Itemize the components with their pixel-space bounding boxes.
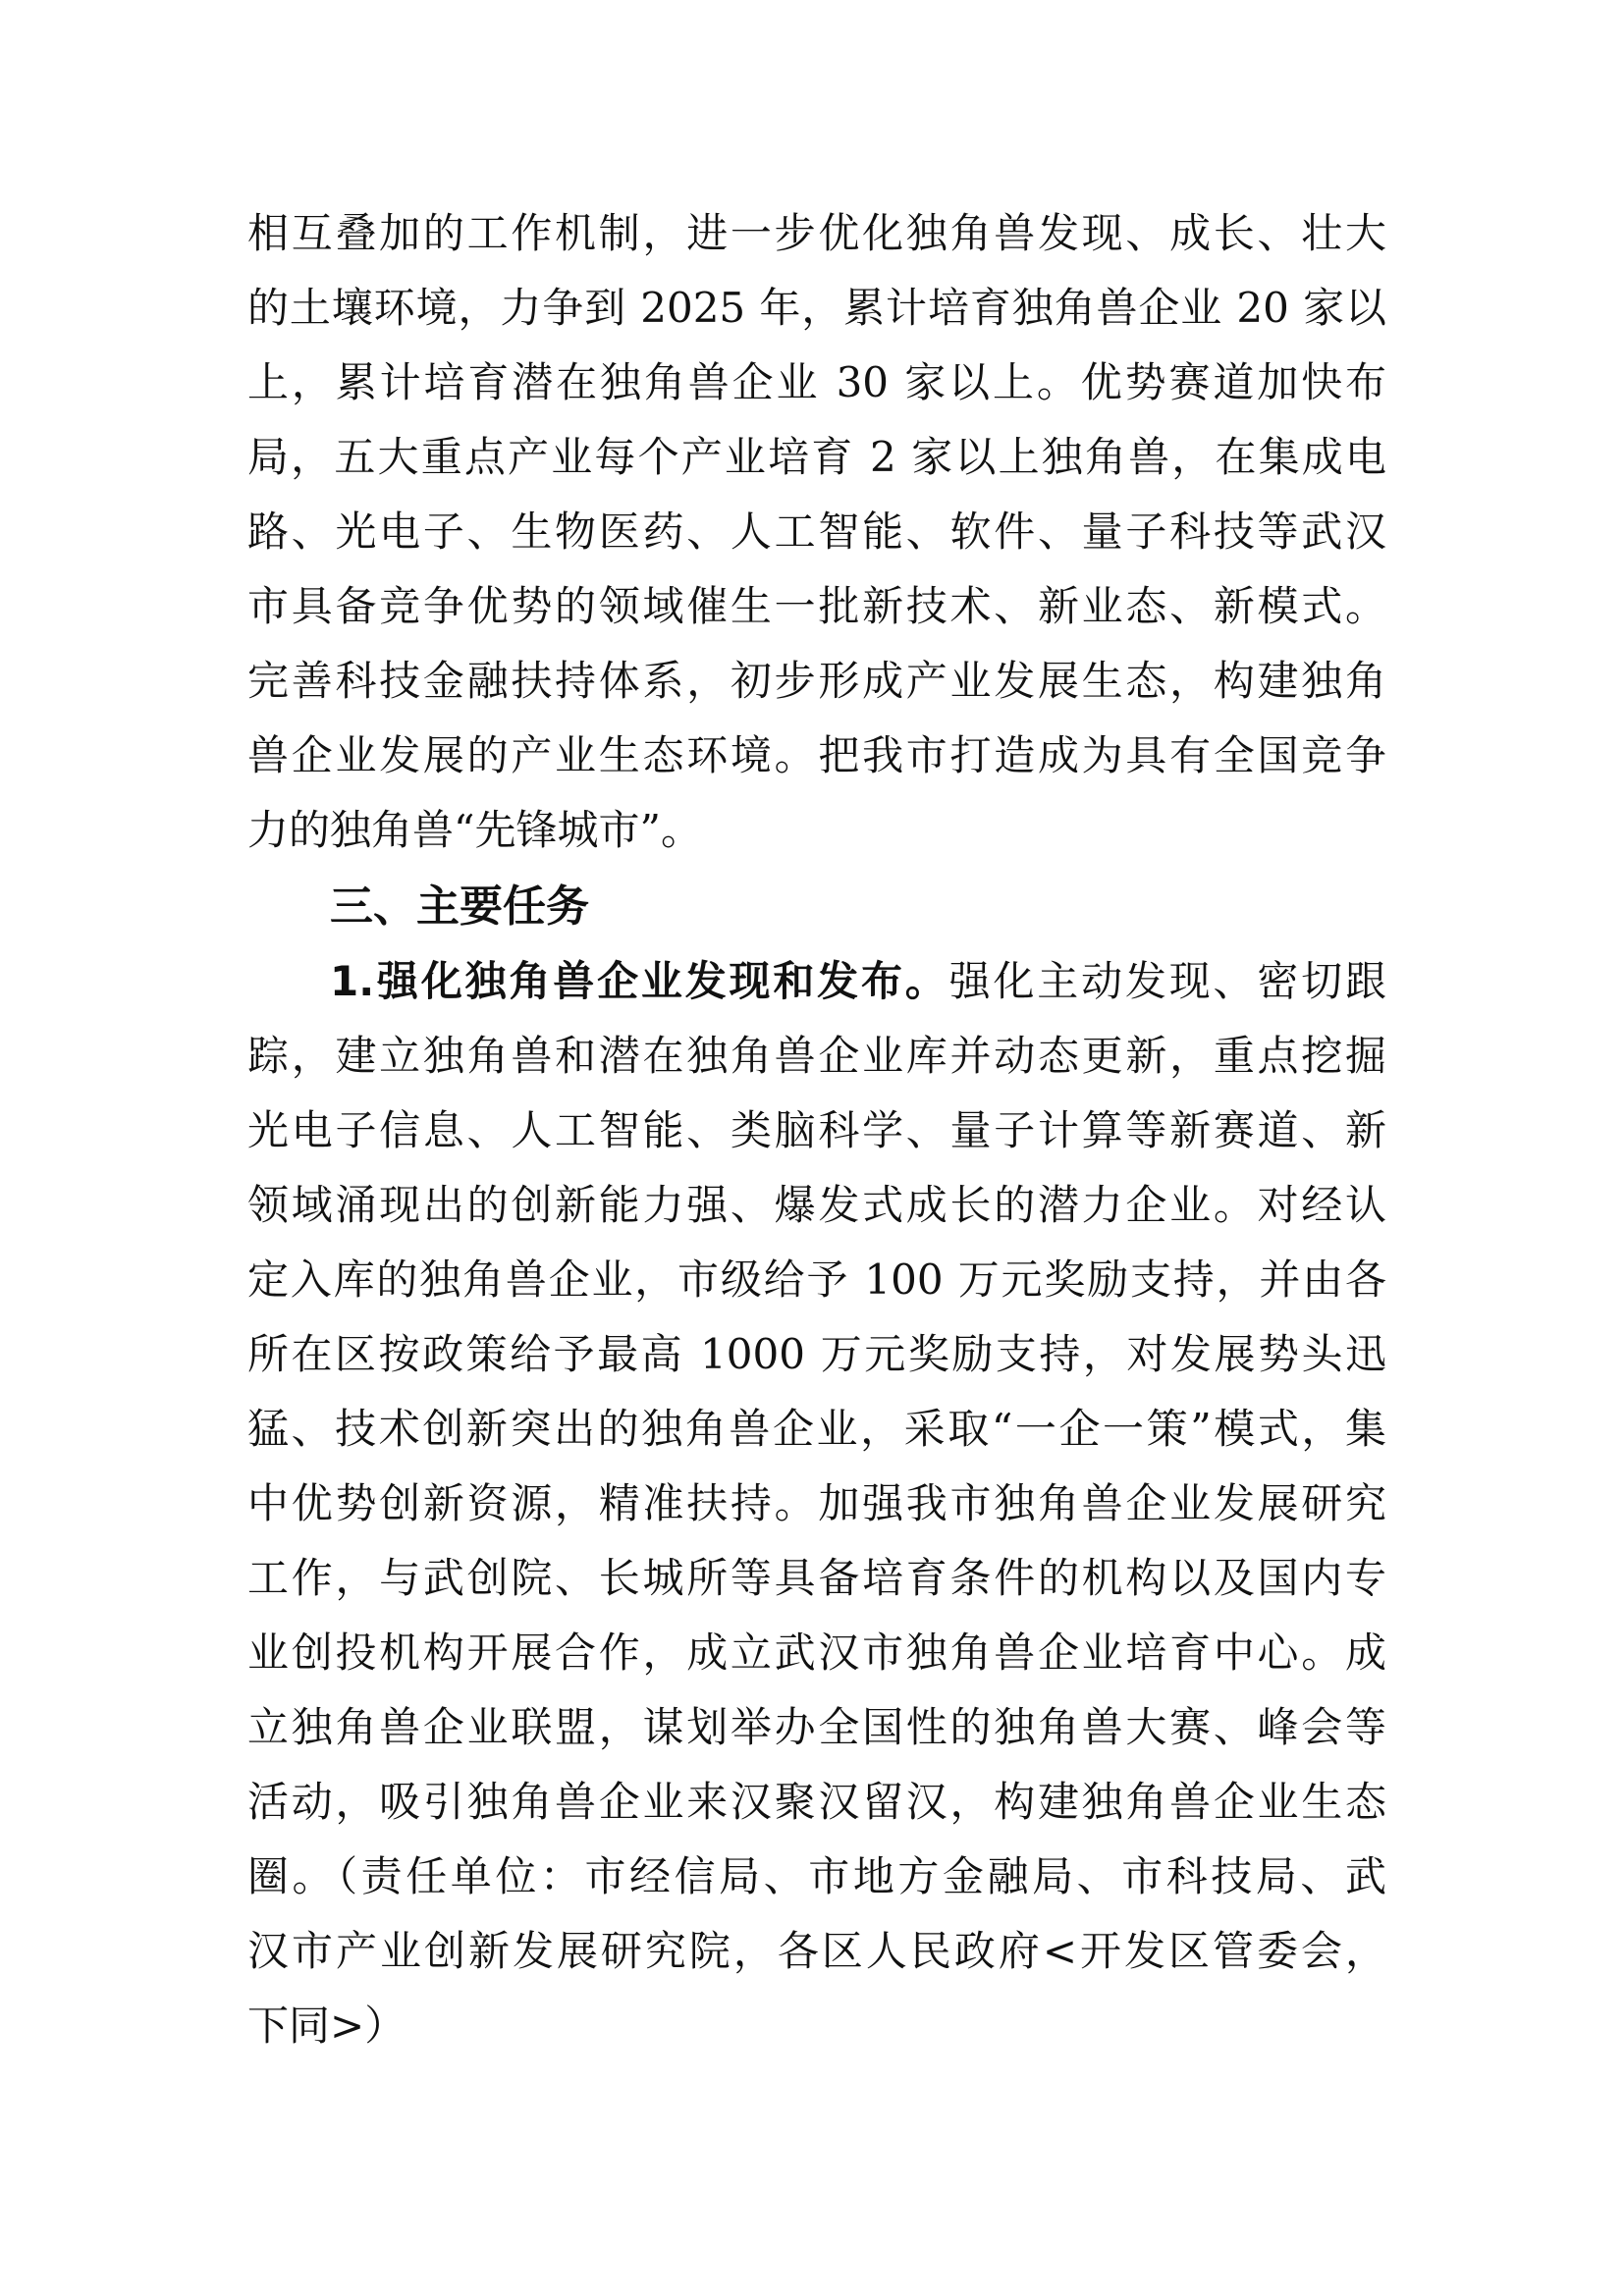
section-heading: 三、主要任务 xyxy=(330,881,589,932)
paragraph-line: 兽企业发展的产业生态环境。把我市打造成为具有全国竞争 xyxy=(247,731,1386,779)
paragraph-line: 立独角兽企业联盟，谋划举办全国性的独角兽大赛、峰会等 xyxy=(247,1703,1386,1751)
paragraph-line: 踪，建立独角兽和潜在独角兽企业库并动态更新，重点挖掘 xyxy=(247,1032,1386,1080)
paragraph-line: 下同>） xyxy=(247,2002,406,2050)
paragraph-task-1 xyxy=(247,944,1386,2063)
task-first-line-rest: 强化主动发现、密切跟 xyxy=(948,957,1386,1005)
paragraph-line: 上，累计培育潜在独角兽企业 30 家以上。优势赛道加快布 xyxy=(247,358,1386,406)
paragraph-line: 中优势创新资源，精准扶持。加强我市独角兽企业发展研究 xyxy=(247,1479,1386,1527)
paragraph-line: 相互叠加的工作机制，进一步优化独角兽发现、成长、壮大 xyxy=(247,209,1386,257)
paragraph-line: 工作，与武创院、长城所等具备培育条件的机构以及国内专 xyxy=(247,1554,1386,1602)
paragraph-line: 领域涌现出的创新能力强、爆发式成长的潜力企业。对经认 xyxy=(247,1181,1386,1229)
paragraph-line: 完善科技金融扶持体系，初步形成产业发展生态，构建独角 xyxy=(247,657,1386,705)
paragraph-line: 业创投机构开展合作，成立武汉市独角兽企业培育中心。成 xyxy=(247,1629,1386,1677)
task-first-line xyxy=(247,944,1386,1019)
paragraph-line: 局，五大重点产业每个产业培育 2 家以上独角兽，在集成电 xyxy=(247,433,1386,481)
paragraph-line: 猛、技术创新突出的独角兽企业，采取“一企一策”模式，集 xyxy=(247,1405,1386,1453)
paragraph-line: 汉市产业创新发展研究院，各区人民政府<开发区管委会， xyxy=(247,1927,1386,1975)
paragraph-goals xyxy=(247,196,1386,868)
task-lead: 1.强化独角兽企业发现和发布。 xyxy=(330,957,949,1005)
paragraph-line: 定入库的独角兽企业，市级给予 100 万元奖励支持，并由各 xyxy=(247,1255,1386,1304)
paragraph-line: 光电子信息、人工智能、类脑科学、量子计算等新赛道、新 xyxy=(247,1106,1386,1154)
paragraph-line: 力的独角兽“先锋城市”。 xyxy=(247,806,702,854)
paragraph-line: 活动，吸引独角兽企业来汉聚汉留汉，构建独角兽企业生态 xyxy=(247,1778,1386,1826)
paragraph-line: 市具备竞争优势的领域催生一批新技术、新业态、新模式。 xyxy=(247,582,1386,630)
paragraph-line: 所在区按政策给予最高 1000 万元奖励支持，对发展势头迅 xyxy=(247,1330,1386,1378)
paragraph-line: 路、光电子、生物医药、人工智能、软件、量子科技等武汉 xyxy=(247,507,1386,556)
paragraph-line: 圈。（责任单位：市经信局、市地方金融局、市科技局、武 xyxy=(247,1852,1386,1900)
paragraph-line: 的土壤环境，力争到 2025 年，累计培育独角兽企业 20 家以 xyxy=(247,284,1386,332)
